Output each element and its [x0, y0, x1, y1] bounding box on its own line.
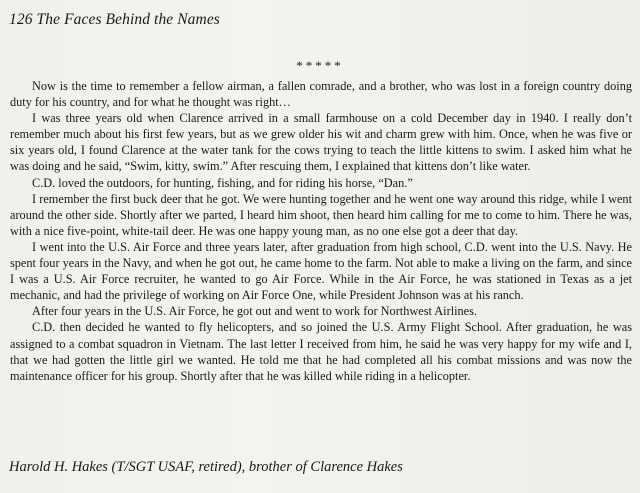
- paragraph: Now is the time to remember a fellow airman, a fallen comrade, and a brother, who was lost in a foreign country doing duty for his country, and for what he thought was right…: [10, 79, 632, 110]
- section-separator: *****: [296, 58, 344, 73]
- paragraph: C.D. then decided he wanted to fly helicopters, and so joined the U.S. Army Flight School. After graduation, he was assigned to a combat squadron in Vietnam. The last letter I received from him, he said he was very happy for my wife and I, that we had gotten the little girl we wanted. He told me that he had completed all his combat missions and was now the maintenance officer for his group. Shortly after that he was killed while riding in a helicopter.: [10, 320, 632, 383]
- signature: Harold H. Hakes (T/SGT USAF, retired), brother of Clarence Hakes: [9, 459, 403, 475]
- page-number: 126: [9, 11, 33, 28]
- running-header: [9, 11, 220, 29]
- paragraph: I remember the first buck deer that he got. We were hunting together and he went one way around this ridge, while I went around the other side. Shortly after we parted, I heard him shoot, then heard him calling for me to come to him. There he was, with a nice five-point, white-tail deer. He was one happy young man, as no one else got a deer that day.: [10, 191, 632, 238]
- paragraph: I went into the U.S. Air Force and three years later, after graduation from high school, C.D. went into the U.S. Navy. He spent four years in the Navy, and when he got out, he came home to the farm. Not able to make a living on the farm, and since I was a U.S. Air Force recruiter, he wanted to go Air Force. While in the Air Force, he was stationed in Texas as a jet mechanic, and had the privilege of working on Air Force One, while President Johnson was at his ranch.: [10, 239, 632, 303]
- paragraph: C.D. loved the outdoors, for hunting, fishing, and for riding his horse, “Dan.”: [32, 175, 413, 190]
- book-title: The Faces Behind the Names: [36, 11, 220, 28]
- tribute-text: [10, 78, 632, 384]
- paragraph: I was three years old when Clarence arrived in a small farmhouse on a cold December day in 1940. I really don’t remember much about his first few years, but as we grew older his wit and charm grew with him. Once, when he was five or six years old, I found Clarence at the water tank for the cows trying to teach the little kittens to swim. I asked him what he was doing and he said, “Swim, kitty, swim.” After rescuing them, I explained that kittens don’t like water.: [10, 111, 632, 174]
- paragraph: After four years in the U.S. Air Force, he got out and went to work for Northwest Airlines.: [32, 304, 477, 319]
